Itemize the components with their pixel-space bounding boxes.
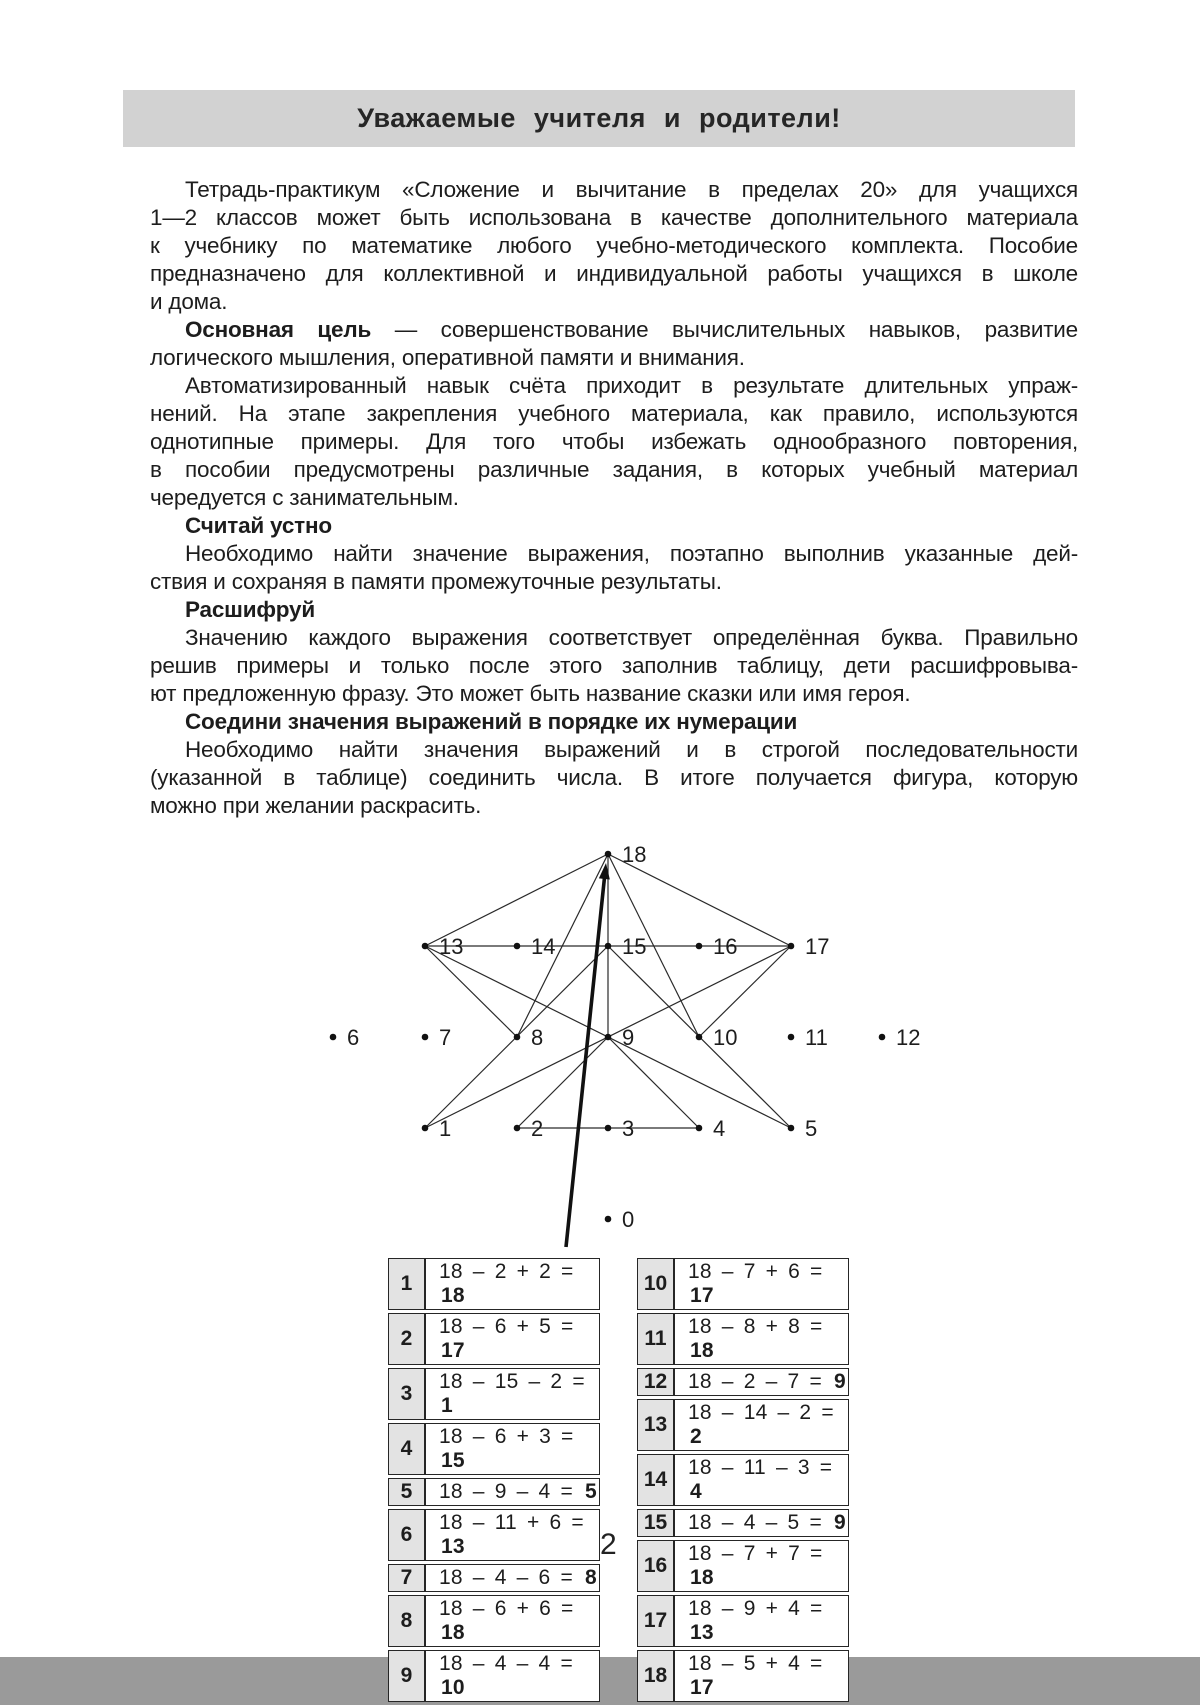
row-number-cell: 16 <box>637 1540 674 1592</box>
dot-1 <box>422 1125 429 1132</box>
text-line: и дома. <box>150 289 228 314</box>
table-row <box>637 1399 849 1451</box>
draw-direction-arrow <box>566 875 605 1247</box>
row-number-cell: 12 <box>637 1368 674 1396</box>
dot-4 <box>696 1125 703 1132</box>
expression-cell: 18 – 4 – 6 = 8 <box>425 1564 600 1592</box>
expression-cell: 18 – 2 – 7 = 9 <box>674 1368 849 1396</box>
dot-label-0: 0 <box>622 1207 635 1232</box>
row-number-cell: 18 <box>637 1650 674 1702</box>
edge-4-9 <box>608 1037 699 1128</box>
dot-18 <box>605 851 612 858</box>
table-row <box>388 1478 600 1506</box>
text-line: Основная цель — совершенствование вычислительных навыков, развитие <box>185 317 1078 342</box>
table-row <box>388 1313 600 1365</box>
table-row <box>637 1595 849 1647</box>
section-heading: Соедини значения выражений в порядке их нумерации <box>185 709 798 734</box>
text-line: можно при желании раскрасить. <box>150 793 482 818</box>
dot-label-1: 1 <box>439 1116 452 1141</box>
dot-label-15: 15 <box>622 934 647 959</box>
text-line: решив примеры и только после этого заполнив таблицу, дети расшифровыва- <box>150 653 1078 678</box>
table-row <box>637 1313 849 1365</box>
row-number-cell: 13 <box>637 1399 674 1451</box>
text-line: Необходимо найти значения выражений и в строгой последовательности <box>185 737 1078 762</box>
page-title: Уважаемые учителя и родители! <box>357 103 841 133</box>
row-number-cell: 1 <box>388 1258 425 1310</box>
table-row <box>637 1509 849 1537</box>
expression-cell: 18 – 4 – 5 = 9 <box>674 1509 849 1537</box>
text-line: Значению каждого выражения соответствует определённая буква. Правильно <box>185 625 1078 650</box>
dot-11 <box>788 1034 795 1041</box>
dot-label-2: 2 <box>531 1116 544 1141</box>
dot-label-6: 6 <box>347 1025 360 1050</box>
edge-18-17 <box>608 854 791 946</box>
dot-5 <box>788 1125 795 1132</box>
text-line: чередуется с занимательным. <box>150 485 459 510</box>
edge-13-8 <box>425 946 517 1037</box>
dot-12 <box>879 1034 886 1041</box>
dot-label-14: 14 <box>531 934 556 959</box>
row-number-cell: 8 <box>388 1595 425 1647</box>
text-line: нений. На этапе закрепления учебного материала, как правило, используются <box>150 401 1078 426</box>
table-row <box>637 1368 849 1396</box>
dot-15 <box>605 943 612 950</box>
row-number-cell: 6 <box>388 1509 425 1561</box>
expression-cell: 18 – 8 + 8 = 18 <box>674 1313 849 1365</box>
figure-canvas <box>280 830 940 1262</box>
row-number-cell: 9 <box>388 1650 425 1702</box>
equations-table-left <box>388 1255 600 1705</box>
table-row <box>637 1540 849 1592</box>
text-line: Автоматизированный навык счёта приходит в результате длительных упраж- <box>185 373 1078 398</box>
dot-9 <box>605 1034 612 1041</box>
expression-cell: 18 – 6 + 3 = 15 <box>425 1423 600 1475</box>
table-row <box>388 1595 600 1647</box>
text-line: Тетрадь-практикум «Сложение и вычитание в пределах 20» для учащихся <box>185 177 1078 202</box>
text-line: 1—2 классов может быть использована в качестве дополнительного материала <box>150 205 1078 230</box>
expression-cell: 18 – 4 – 4 = 10 <box>425 1650 600 1702</box>
dot-label-5: 5 <box>805 1116 818 1141</box>
equations-table-right <box>637 1255 849 1705</box>
row-number-cell: 4 <box>388 1423 425 1475</box>
edge-18-13 <box>425 854 608 946</box>
dot-label-10: 10 <box>713 1025 738 1050</box>
page-number: 2 <box>600 1528 617 1561</box>
intro-text <box>150 176 1078 820</box>
text-line: предназначено для коллективной и индивидуальной работы учащихся в школе <box>150 261 1078 286</box>
expression-cell: 18 – 7 + 6 = 17 <box>674 1258 849 1310</box>
text-line: (указанной в таблице) соединить числа. В итоге получается фигура, которую <box>150 765 1078 790</box>
table-row <box>637 1650 849 1702</box>
dot-6 <box>330 1034 337 1041</box>
expression-cell: 18 – 15 – 2 = 1 <box>425 1368 600 1420</box>
row-number-cell: 2 <box>388 1313 425 1365</box>
edge-10-17 <box>699 946 791 1037</box>
table-row <box>388 1650 600 1702</box>
header-banner <box>123 90 1075 147</box>
dot-label-3: 3 <box>622 1116 635 1141</box>
expression-cell: 18 – 9 + 4 = 13 <box>674 1595 849 1647</box>
expression-cell: 18 – 6 + 6 = 18 <box>425 1595 600 1647</box>
text-line: однотипные примеры. Для того чтобы избежать однообразного повторения, <box>150 429 1078 454</box>
text-line: ствия и сохраняя в памяти промежуточные результаты. <box>150 569 722 594</box>
dot-label-11: 11 <box>805 1025 828 1050</box>
dot-label-18: 18 <box>622 842 647 867</box>
text-line: логического мышления, оперативной памяти и внимания. <box>150 345 745 370</box>
dot-17 <box>788 943 795 950</box>
row-number-cell: 10 <box>637 1258 674 1310</box>
dot-3 <box>605 1125 612 1132</box>
text-line: к учебнику по математике любого учебно-методического комплекта. Пособие <box>150 233 1078 258</box>
table-row <box>637 1258 849 1310</box>
expression-cell: 18 – 11 + 6 = 13 <box>425 1509 600 1561</box>
dot-0 <box>605 1216 612 1223</box>
dot-label-16: 16 <box>713 934 738 959</box>
table-row <box>388 1509 600 1561</box>
row-number-cell: 7 <box>388 1564 425 1592</box>
dot-label-17: 17 <box>805 934 830 959</box>
dot-8 <box>514 1034 521 1041</box>
dot-label-8: 8 <box>531 1025 544 1050</box>
row-number-cell: 3 <box>388 1368 425 1420</box>
dot-7 <box>422 1034 429 1041</box>
row-number-cell: 17 <box>637 1595 674 1647</box>
dot-label-13: 13 <box>439 934 464 959</box>
expression-cell: 18 – 14 – 2 = 2 <box>674 1399 849 1451</box>
text-line: в пособии предусмотрены различные задания, в которых учебный материал <box>150 457 1078 482</box>
table-row <box>388 1423 600 1475</box>
expression-cell: 18 – 9 – 4 = 5 <box>425 1478 600 1506</box>
row-number-cell: 14 <box>637 1454 674 1506</box>
table-row <box>637 1454 849 1506</box>
row-number-cell: 11 <box>637 1313 674 1365</box>
expression-cell: 18 – 7 + 7 = 18 <box>674 1540 849 1592</box>
dot-label-12: 12 <box>896 1025 921 1050</box>
dot-label-7: 7 <box>439 1025 452 1050</box>
dot-13 <box>422 943 429 950</box>
table-row <box>388 1368 600 1420</box>
dot-14 <box>514 943 521 950</box>
row-number-cell: 5 <box>388 1478 425 1506</box>
section-heading: Расшифруй <box>185 597 316 622</box>
expression-cell: 18 – 5 + 4 = 17 <box>674 1650 849 1702</box>
expression-cell: 18 – 11 – 3 = 4 <box>674 1454 849 1506</box>
dot-16 <box>696 943 703 950</box>
dot-label-9: 9 <box>622 1025 635 1050</box>
table-row <box>388 1564 600 1592</box>
section-heading: Считай устно <box>185 513 332 538</box>
row-number-cell: 15 <box>637 1509 674 1537</box>
dot-label-4: 4 <box>713 1116 726 1141</box>
text-line: Необходимо найти значение выражения, поэтапно выполнив указанные дей- <box>185 541 1078 566</box>
expression-cell: 18 – 2 + 2 = 18 <box>425 1258 600 1310</box>
dot-10 <box>696 1034 703 1041</box>
edge-9-2 <box>517 1037 608 1128</box>
text-line: ют предложенную фразу. Это может быть название сказки или имя героя. <box>150 681 911 706</box>
dot-2 <box>514 1125 521 1132</box>
connect-the-dots-figure <box>280 830 940 1262</box>
expression-cell: 18 – 6 + 5 = 17 <box>425 1313 600 1365</box>
table-row <box>388 1258 600 1310</box>
